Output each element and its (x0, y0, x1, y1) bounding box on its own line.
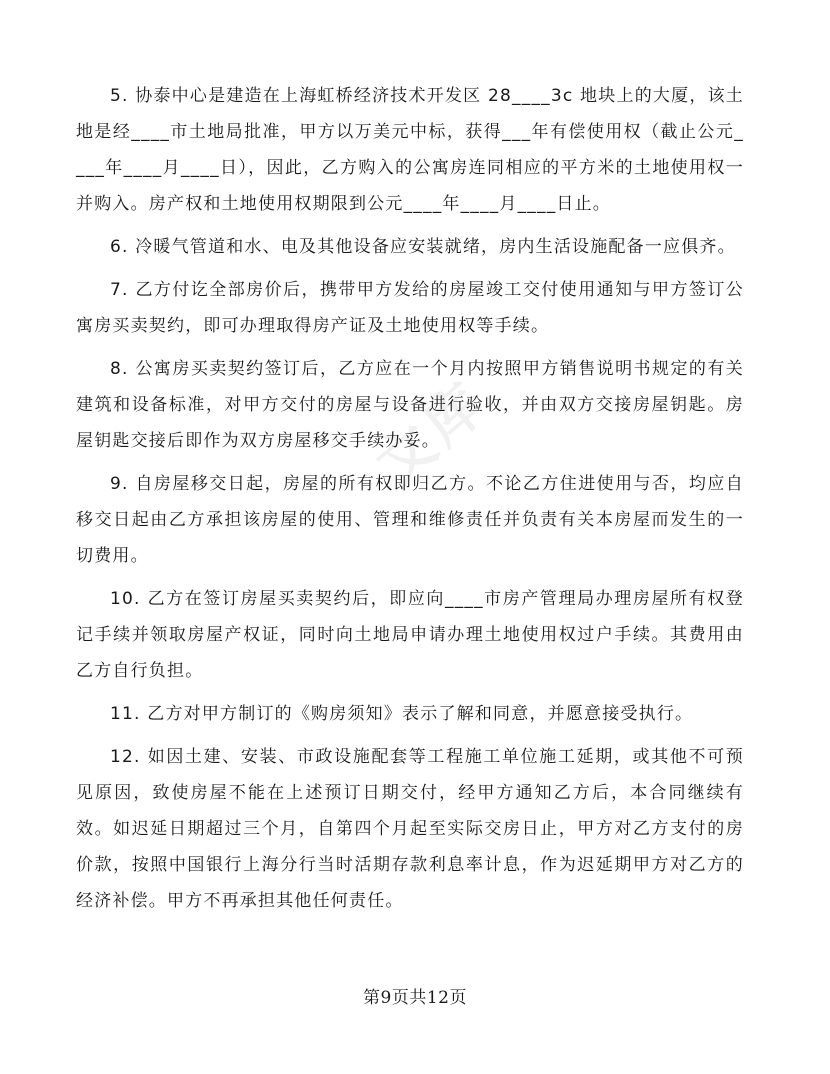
clause-7: 7. 乙方付讫全部房价后，携带甲方发给的房屋竣工交付使用通知与甲方签订公寓房买卖契约，即可办理取得房产证及土地使用权等手续。 (76, 280, 744, 336)
clause-12: 12. 如因土建、安装、市政设施配套等工程施工单位施工延期，或其他不可预见原因，致使房屋不能在上述预订日期交付，经甲方通知乙方后，本合同继续有效。如迟延日期超过三个月，自第四个月起至实际交房日止，甲方对乙方支付的房价款，按照中国银行上海分行当时活期存款利息率计息，作为迟延期甲方对乙方的经济补偿。甲方不再承担其他任何责任。 (76, 747, 744, 911)
clause-9: 9. 自房屋移交日起，房屋的所有权即归乙方。不论乙方住进使用与否，均应自移交日起由乙方承担该房屋的使用、管理和维修责任并负责有关本房屋而发生的一切费用。 (76, 474, 744, 566)
clause-10: 10. 乙方在签订房屋买卖契约后，即应向____市房产管理局办理房屋所有权登记手续并领取房屋产权证，同时向土地局申请办理土地使用权过户手续。其费用由乙方自行负担。 (76, 589, 744, 681)
page-number: 第9页共12页 (363, 988, 467, 1008)
clause-8: 8. 公寓房买卖契约签订后，乙方应在一个月内按照甲方销售说明书规定的有关建筑和设备标准，对甲方交付的房屋与设备进行验收，并由双方交接房屋钥匙。房屋钥匙交接后即作为双方房屋移交手续办妥。 (76, 359, 744, 451)
clause-5: 5. 协泰中心是建造在上海虹桥经济技术开发区 28____3c 地块上的大厦，该土地是经____市土地局批准，甲方以万美元中标，获得___年有偿使用权（截止公元____年____月____日），因此，乙方购入的公寓房连同相应的平方米的土地使用权一并购入。房产权和土地使用权期限到公元____年____月____日止。 (76, 86, 744, 214)
document-body (76, 78, 744, 926)
watermark: 文库 (364, 368, 502, 499)
clause-11: 11. 乙方对甲方制订的《购房须知》表示了解和同意，并愿意接受执行。 (110, 704, 694, 724)
clause-6: 6. 冷暖气管道和水、电及其他设备应安装就绪，房内生活设施配备一应俱齐。 (110, 237, 736, 257)
